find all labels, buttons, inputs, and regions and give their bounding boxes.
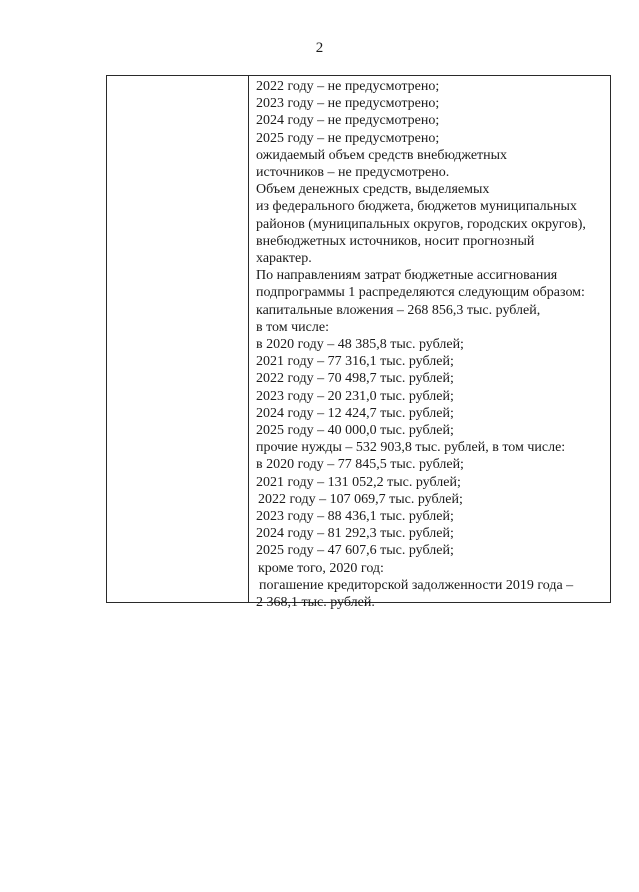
text-line: Объем денежных средств, выделяемых (256, 182, 490, 198)
text-line: в 2020 году – 77 845,5 тыс. рублей; (256, 457, 464, 473)
table-right-cell (249, 76, 610, 611)
text-line: 2025 году – 47 607,6 тыс. рублей; (256, 543, 454, 559)
text-line: 2 368,1 тыс. рублей. (256, 595, 375, 611)
text-line: погашение кредиторской задолженности 2019 года – (259, 577, 574, 593)
text-line: капитальные вложения – 268 856,3 тыс. рублей, (256, 302, 541, 318)
text-line: 2024 году – не предусмотрено; (256, 113, 440, 129)
page-number: 2 (315, 40, 324, 56)
text-line: 2025 году – 40 000,0 тыс. рублей; (256, 423, 454, 439)
table-left-cell (107, 76, 249, 602)
text-line: По направлениям затрат бюджетные ассигнования (256, 268, 558, 284)
text-line: в том числе: (256, 319, 329, 335)
text-line: 2023 году – не предусмотрено; (256, 96, 440, 112)
text-line: 2022 году – не предусмотрено; (256, 79, 440, 94)
text-line: районов (муниципальных округов, городских округов), (256, 216, 586, 232)
text-line: 2023 году – 88 436,1 тыс. рублей; (256, 509, 454, 525)
text-line: в 2020 году – 48 385,8 тыс. рублей; (256, 337, 464, 353)
text-line: 2021 году – 77 316,1 тыс. рублей; (256, 354, 454, 370)
text-line: внебюджетных источников, носит прогнозный (256, 233, 535, 249)
text-line: 2024 году – 12 424,7 тыс. рублей; (256, 405, 454, 421)
text-line: характер. (256, 251, 312, 267)
text-line: подпрограммы 1 распределяются следующим образом: (256, 285, 585, 301)
text-line: 2022 году – 107 069,7 тыс. рублей; (258, 491, 463, 507)
text-line: кроме того, 2020 год: (258, 560, 384, 576)
text-line: 2025 году – не предусмотрено; (256, 130, 440, 146)
text-line: 2023 году – 20 231,0 тыс. рублей; (256, 388, 454, 404)
text-line: из федерального бюджета, бюджетов муниципальных (256, 199, 577, 215)
text-line: прочие нужды – 532 903,8 тыс. рублей, в том числе: (256, 440, 566, 456)
text-line: 2024 году – 81 292,3 тыс. рублей; (256, 526, 454, 542)
text-line: 2022 году – 70 498,7 тыс. рублей; (256, 371, 454, 387)
text-line: источников – не предусмотрено. (256, 165, 450, 181)
text-line: 2021 году – 131 052,2 тыс. рублей; (256, 474, 461, 490)
document-table (106, 75, 611, 611)
text-line: ожидаемый объем средств внебюджетных (256, 147, 508, 163)
